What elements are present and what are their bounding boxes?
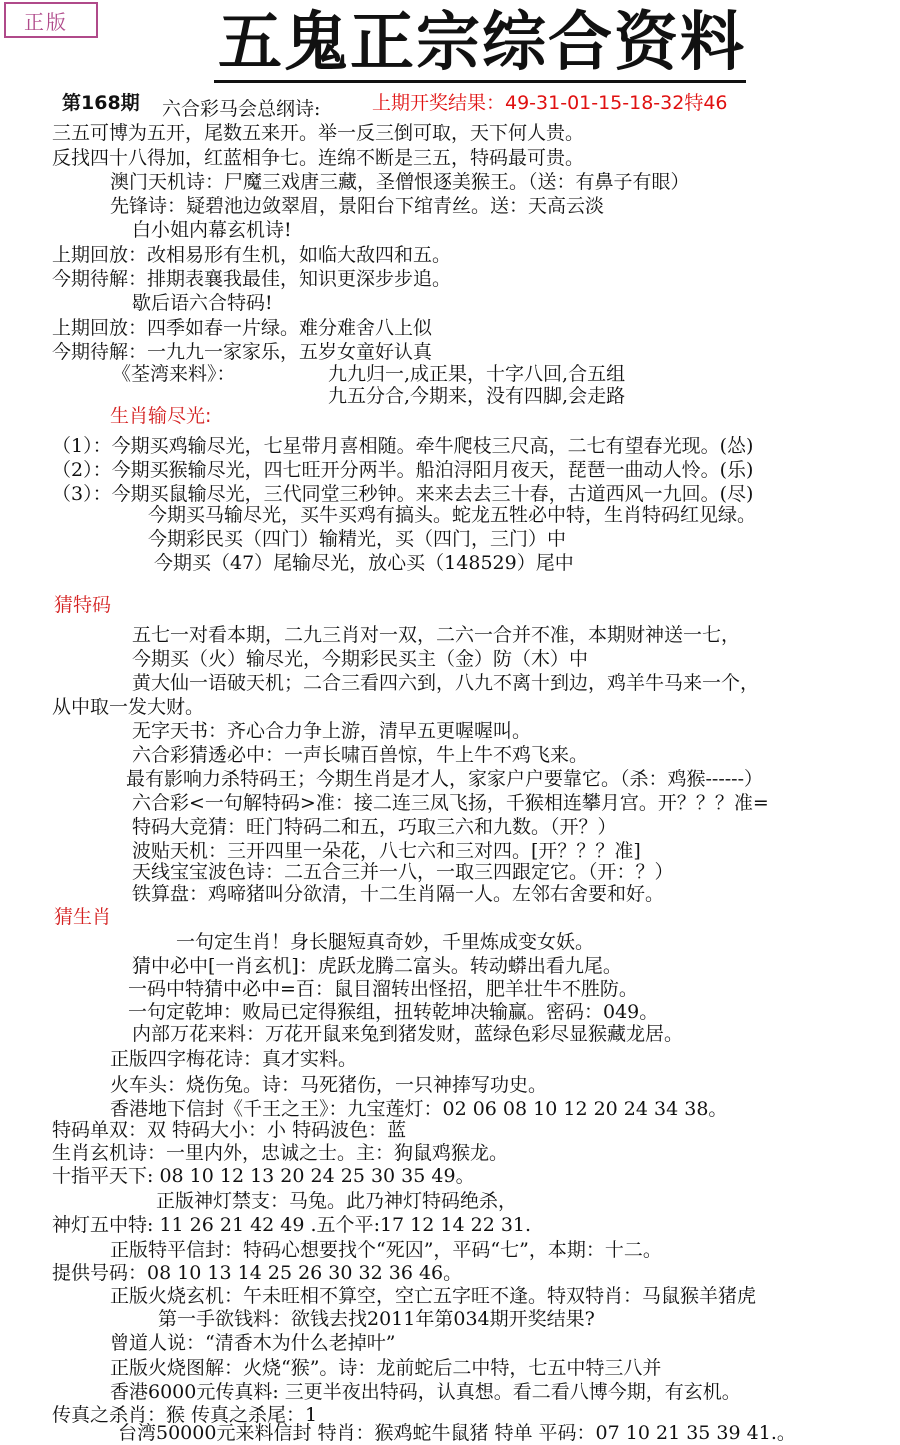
text-line: 正版火烧玄机：午未旺相不算空，空亡五字旺不逢。特双特肖：马鼠猴羊猪虎 bbox=[110, 1285, 757, 1307]
text-line: 先锋诗：疑碧池边敛翠眉，景阳台下绾青丝。送：天高云淡 bbox=[110, 195, 605, 217]
text-line: 今期买马输尽光，买牛买鸡有搞头。蛇龙五牲必中特，生肖特码红见绿。 bbox=[148, 504, 757, 526]
text-line: 九九归一,成正果，十字八回,合五组 bbox=[328, 363, 626, 385]
text-line: （1）：今期买鸡输尽光，七星带月喜相随。牵牛爬枝三尺高，二七有望春光现。(怂) bbox=[52, 435, 754, 457]
text-line: 铁算盘：鸡啼猪叫分欲清，十二生肖隔一人。左邻右舍要和好。 bbox=[132, 883, 665, 905]
text-line: 波贴天机：三开四里一朵花，八七六和三对四。[开？？？准] bbox=[132, 840, 641, 862]
text-line: （2）：今期买猴输尽光，四七旺开分两半。船泊浔阳月夜天，琵琶一曲动人怜。(乐) bbox=[52, 459, 754, 481]
section-heading: 猜特码 bbox=[54, 594, 112, 616]
text-line: 上期回放：改相易形有生机，如临大敌四和五。 bbox=[52, 244, 452, 266]
text-line: 今期待解：排期表襄我最佳，知识更深步步追。 bbox=[52, 268, 452, 290]
section-heading: 生肖输尽光: bbox=[110, 405, 212, 427]
text-line: 白小姐内幕玄机诗! bbox=[132, 219, 292, 241]
text-line: 正版特平信封：特码心想要找个“死囚”，平码“七”，本期：十二。 bbox=[110, 1239, 662, 1261]
text-line: 六合彩马会总纲诗: bbox=[162, 98, 321, 120]
text-line: 一句定生肖！身长腿短真奇妙，千里炼成变女妖。 bbox=[176, 931, 595, 953]
text-line: 第一手欲钱料：欲钱去找2011年第034期开奖结果? bbox=[158, 1308, 595, 1330]
text-line: 今期买（火）输尽光，今期彩民买主（金）防（木）中 bbox=[132, 648, 589, 670]
text-line: 六合彩<一句解特码>准：接二连三凤飞扬，千猴相连攀月宫。开？？？准= bbox=[132, 792, 769, 814]
text-line: 澳门天机诗：尸魔三戏唐三藏，圣僧恨逐美猴王。（送：有鼻子有眼） bbox=[110, 171, 690, 193]
text-line: 传真之杀肖：猴 传真之杀尾：1 bbox=[52, 1404, 318, 1426]
text-line: 香港6000元传真料: 三更半夜出特码，认真想。看二看八博今期，有玄机。 bbox=[110, 1381, 741, 1403]
text-line: 内部万花来料：万花开鼠来兔到猪发财，蓝绿色彩尽显猴藏龙居。 bbox=[132, 1023, 684, 1045]
text-line: 十指平天下: 08 10 12 13 20 24 25 30 35 49。 bbox=[52, 1165, 475, 1187]
issue-number: 第168期 bbox=[62, 92, 140, 114]
text-line: 曾道人说：“清香木为什么老掉叶” bbox=[110, 1332, 396, 1354]
text-line: 三五可博为五开，尾数五来开。举一反三倒可取，天下何人贵。 bbox=[52, 122, 585, 144]
text-line: 正版火烧图解：火烧“猴”。诗：龙前蛇后二中特，七五中特三八并 bbox=[110, 1357, 662, 1379]
text-line: 猜中必中[一肖玄机]：虎跃龙腾二富头。转动蟒出看九尾。 bbox=[132, 955, 622, 977]
section-heading: 猜生肖 bbox=[54, 906, 112, 928]
text-line: 《荃湾来料》： bbox=[112, 363, 236, 385]
text-line: 正版神灯禁支：马兔。此乃神灯特码绝杀， bbox=[156, 1190, 518, 1212]
text-line: 生肖玄机诗：一里内外，忠诚之士。主：狗鼠鸡猴龙。 bbox=[52, 1142, 509, 1164]
text-line: 特码大竞猜：旺门特码二和五，巧取三六和九数。（开？） bbox=[132, 816, 617, 838]
text-line: 台湾50000元来料信封 特肖：猴鸡蛇牛鼠猪 特单 平码：07 10 21 35 39 41.。 bbox=[118, 1422, 796, 1444]
text-line: 黄大仙一语破天机；二合三看四六到，八九不离十到边，鸡羊牛马来一个， bbox=[132, 672, 760, 694]
text-line: 上期回放：四季如春一片绿。难分难舍八上似 bbox=[52, 317, 433, 339]
text-line: 香港地下信封《千王之王》：九宝莲灯：02 06 08 10 12 20 24 34 38。 bbox=[110, 1098, 728, 1120]
text-line: 无字天书：齐心合力争上游，清早五更喔喔叫。 bbox=[132, 720, 532, 742]
text-line: 今期彩民买（四门）输精光，买（四门，三门）中 bbox=[148, 528, 567, 550]
text-line: 正版四字梅花诗：真才实料。 bbox=[110, 1048, 358, 1070]
text-line: 九五分合,今期来，没有四脚,会走路 bbox=[328, 385, 626, 407]
text-line: 神灯五中特: 11 26 21 42 49 .五个平:17 12 14 22 31. bbox=[52, 1214, 532, 1236]
text-line: 六合彩猜透必中：一声长啸百兽惊，牛上牛不鸡飞来。 bbox=[132, 744, 589, 766]
text-line: 今期买（47）尾输尽光，放心买（148529）尾中 bbox=[154, 552, 574, 574]
text-line: 一句定乾坤：败局已定得猴组，扭转乾坤决输赢。密码：049。 bbox=[128, 1001, 659, 1023]
text-line: 天线宝宝波色诗：二五合三并一八，一取三四跟定它。（开：？） bbox=[132, 861, 674, 883]
genuine-edition-badge: 正版 bbox=[4, 2, 98, 38]
page-title: 五鬼正宗综合资料 bbox=[218, 5, 746, 80]
text-line: 最有影响力杀特码王；今期生肖是才人，家家户户要靠它。（杀：鸡猴------） bbox=[126, 768, 764, 790]
text-line: 歇后语六合特码! bbox=[132, 292, 273, 314]
text-line: 特码单双：双 特码大小：小 特码波色：蓝 bbox=[52, 1119, 407, 1141]
text-line: 一码中特猜中必中=百：鼠目溜转出怪招，肥羊壮牛不胜防。 bbox=[128, 978, 638, 1000]
text-line: 五七一对看本期，二九三肖对一双，二六一合并不准，本期财神送一七， bbox=[132, 624, 741, 646]
text-line: 火车头：烧伤兔。诗：马死猪伤，一只神捧写功史。 bbox=[110, 1074, 548, 1096]
text-line: 从中取一发大财。 bbox=[52, 696, 205, 718]
title-underline bbox=[214, 80, 746, 83]
text-line: 反找四十八得加，红蓝相争七。连绵不断是三五，特码最可贵。 bbox=[52, 147, 585, 169]
text-line: 今期待解：一九九一家家乐，五岁女童好认真 bbox=[52, 341, 433, 363]
text-line: （3）：今期买鼠输尽光，三代同堂三秒钟。来来去去三十春，古道西风一九回。(尽) bbox=[52, 483, 754, 505]
previous-draw-result: 上期开奖结果：49-31-01-15-18-32特46 bbox=[372, 92, 728, 114]
text-line: 提供号码：08 10 13 14 25 26 30 32 36 46。 bbox=[52, 1262, 463, 1284]
